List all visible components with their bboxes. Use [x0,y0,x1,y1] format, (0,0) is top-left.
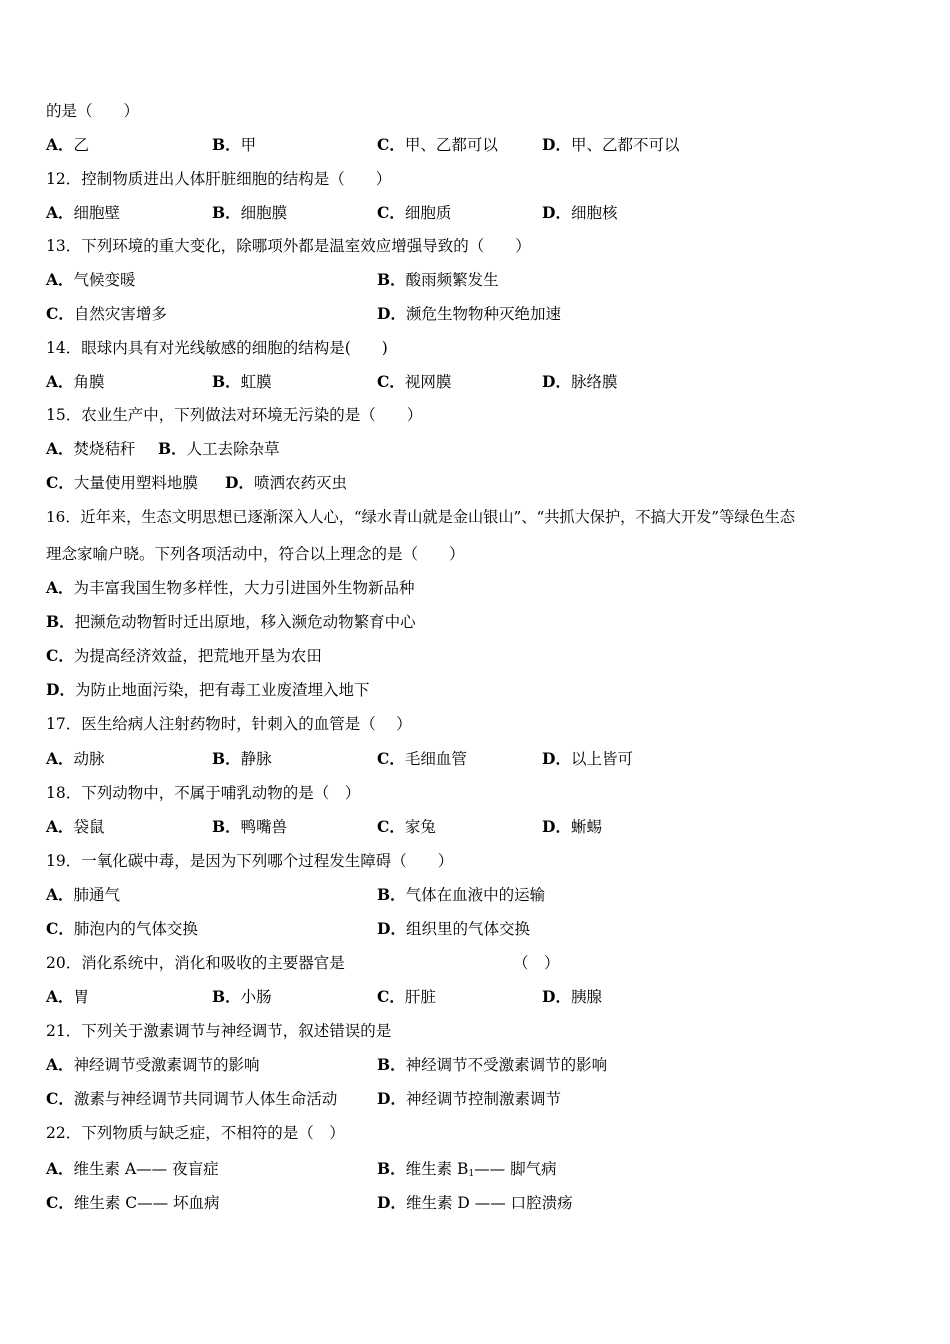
q11-option-b [212,135,256,155]
q19-stem: 19．一氧化碳中毒，是因为下列哪个过程发生障碍（ ） [46,852,454,870]
option-label: A． [46,1159,74,1178]
option-text-pre: 维生素 B [405,1160,469,1178]
option-text: 胃 [73,988,90,1006]
q22-option-d [377,1193,573,1213]
option-text: 人工去除杂草 [186,440,280,458]
option-label: B． [212,372,241,391]
q15-option-c [46,473,198,493]
q11-option-c [377,135,498,155]
option-label: C． [377,372,405,391]
q19-option-b [377,885,545,905]
option-label: C． [46,304,74,323]
option-label: A． [46,1055,74,1074]
q16-stem-line2: 理念家喻户晓。下列各项活动中，符合以上理念的是（ ） [46,545,465,563]
q12-stem: 12．控制物质进出人体肝脏细胞的结构是（ ） [46,170,392,188]
q14-option-a [46,372,105,392]
option-label: B． [212,749,241,768]
option-label: C． [377,817,405,836]
q16-stem-line1: 16．近年来，生态文明思想已逐渐深入人心，“绿水青山就是金山银山”、“共抓大保护，不搞大开发”等绿色生态 [46,508,796,526]
option-text: 细胞膜 [240,204,288,222]
q21-option-b [377,1055,607,1075]
q12-option-a [46,203,120,223]
option-text: 维生素 C—— 坏血病 [73,1194,220,1212]
option-text: 神经调节受激素调节的影响 [73,1056,260,1074]
q22-option-b [377,1159,557,1184]
option-text-post: —— 脚气病 [474,1160,557,1178]
option-label: A． [46,439,74,458]
option-text: 细胞质 [404,204,452,222]
q21-stem: 21．下列关于激素调节与神经调节，叙述错误的是 [46,1022,392,1040]
option-label: B． [377,1055,406,1074]
option-text: 维生素 A—— 夜盲症 [73,1160,219,1178]
option-label: A． [46,578,74,597]
option-text: 甲、乙都可以 [404,136,498,154]
option-label: A． [46,203,74,222]
option-label: B． [377,885,406,904]
q20-option-a [46,987,89,1007]
option-text: 乙 [73,136,90,154]
option-text: 肺通气 [73,886,121,904]
q17-option-b [212,749,272,769]
option-text: 静脉 [240,750,272,768]
option-label: D． [542,749,571,768]
option-text: 神经调节不受激素调节的影响 [405,1056,608,1074]
q11-stem: 的是（ ） [46,102,140,120]
option-text: 自然灾害增多 [73,305,167,323]
q19-option-a [46,885,120,905]
option-label: C． [377,135,405,154]
option-label: B． [46,612,75,631]
option-label: B． [212,135,241,154]
option-label: A． [46,372,74,391]
q13-stem: 13．下列环境的重大变化，除哪项外都是温室效应增强导致的（ ） [46,237,531,255]
option-text: 蜥蜴 [570,818,602,836]
option-label: B． [212,817,241,836]
option-text: 神经调节控制激素调节 [405,1090,561,1108]
q21-option-a [46,1055,260,1075]
q22-stem: 22．下列物质与缺乏症，不相符的是（ ） [46,1124,345,1142]
option-text: 维生素 D —— 口腔溃疡 [405,1194,573,1212]
option-label: D． [377,1089,406,1108]
q11-option-d [542,135,679,155]
q17-option-d [542,749,633,769]
option-text: 角膜 [73,373,105,391]
q14-option-c [377,372,451,392]
q20-option-d [542,987,602,1007]
option-text: 大量使用塑料地膜 [73,474,198,492]
option-text: 肺泡内的气体交换 [73,920,198,938]
q12-option-b [212,203,287,223]
option-text: 激素与神经调节共同调节人体生命活动 [73,1090,338,1108]
q20-stem-row [46,953,560,973]
option-label: C． [46,919,74,938]
option-label: B． [212,203,241,222]
q16-option-a [46,578,415,598]
option-label: D． [377,919,406,938]
option-label: D． [225,473,254,492]
q16-option-d [46,680,369,700]
option-text: 为提高经济效益，把荒地开垦为农田 [73,647,322,665]
q14-option-b [212,372,272,392]
q20-answer-bracket: （ ） [513,954,560,972]
option-label: C． [46,1089,74,1108]
q18-option-a [46,817,105,837]
q18-option-d [542,817,602,837]
option-text: 家兔 [404,818,436,836]
q18-option-b [212,817,287,837]
option-label: C． [377,749,405,768]
option-text: 焚烧秸秆 [73,440,136,458]
q13-option-b [377,270,499,290]
option-label: C． [46,646,74,665]
q22-option-c [46,1193,220,1213]
option-text-subscript: 1 [468,1169,475,1179]
q15-option-a [46,439,136,459]
option-label: C． [377,987,405,1006]
q11-option-a [46,135,89,155]
option-text: 甲、乙都不可以 [570,136,680,154]
q20-option-b [212,987,272,1007]
option-label: C． [377,203,405,222]
option-text: 鸭嘴兽 [240,818,288,836]
option-text: 为丰富我国生物多样性，大力引进国外生物新品种 [73,579,415,597]
q14-stem: 14．眼球内具有对光线敏感的细胞的结构是( ) [46,339,388,357]
q12-option-c [377,203,451,223]
option-text: 气体在血液中的运输 [405,886,546,904]
option-label: B． [377,1159,406,1178]
q21-option-c [46,1089,337,1109]
option-text: 肝脏 [404,988,436,1006]
q12-option-d [542,203,617,223]
q16-option-c [46,646,322,666]
option-text: 脉络膜 [570,373,618,391]
option-label: C． [46,1193,74,1212]
option-text: 濒危生物物种灭绝加速 [405,305,561,323]
q15-option-d [225,473,347,493]
option-text: 小肠 [240,988,272,1006]
option-label: A． [46,135,74,154]
option-text: 以上皆可 [570,750,633,768]
option-text: 虹膜 [240,373,272,391]
q17-stem: 17．医生给病人注射药物时，针刺入的血管是（ ） [46,715,412,733]
option-text: 为防止地面污染，把有毒工业废渣埋入地下 [74,681,370,699]
q13-option-d [377,304,561,324]
q18-stem: 18．下列动物中，不属于哺乳动物的是（ ） [46,784,361,802]
option-text: 组织里的气体交换 [405,920,530,938]
option-label: A． [46,885,74,904]
option-label: D． [377,1193,406,1212]
option-text: 动脉 [73,750,105,768]
q20-stem: 20．消化系统中，消化和吸收的主要器官是 [46,954,345,972]
option-text: 毛细血管 [404,750,467,768]
option-text: 袋鼠 [73,818,105,836]
option-text: 喷洒农药灭虫 [253,474,347,492]
option-text: 细胞核 [570,204,618,222]
option-label: D． [377,304,406,323]
option-label: B． [212,987,241,1006]
option-text: 酸雨频繁发生 [405,271,499,289]
option-text: 胰腺 [570,988,602,1006]
q21-option-d [377,1089,561,1109]
option-label: A． [46,987,74,1006]
q15-stem: 15．农业生产中，下列做法对环境无污染的是（ ） [46,406,423,424]
q18-option-c [377,817,436,837]
option-label: D． [542,817,571,836]
option-label: D． [542,372,571,391]
q20-option-c [377,987,436,1007]
option-text: 甲 [240,136,257,154]
option-label: B． [158,439,187,458]
q13-option-c [46,304,167,324]
q15-option-b [158,439,280,459]
q16-option-b [46,612,416,632]
option-text: 把濒危动物暂时迁出原地，移入濒危动物繁育中心 [74,613,416,631]
option-text: 细胞壁 [73,204,121,222]
q13-option-a [46,270,136,290]
q19-option-c [46,919,198,939]
option-text: 视网膜 [404,373,452,391]
option-label: C． [46,473,74,492]
option-label: B． [377,270,406,289]
q17-option-c [377,749,467,769]
q22-option-a [46,1159,219,1179]
option-label: A． [46,270,74,289]
option-label: D． [542,987,571,1006]
option-label: A． [46,749,74,768]
q17-option-a [46,749,105,769]
q14-option-d [542,372,617,392]
option-label: D． [46,680,75,699]
option-text: 气候变暖 [73,271,136,289]
q19-option-d [377,919,530,939]
option-label: A． [46,817,74,836]
option-label: D． [542,135,571,154]
option-label: D． [542,203,571,222]
